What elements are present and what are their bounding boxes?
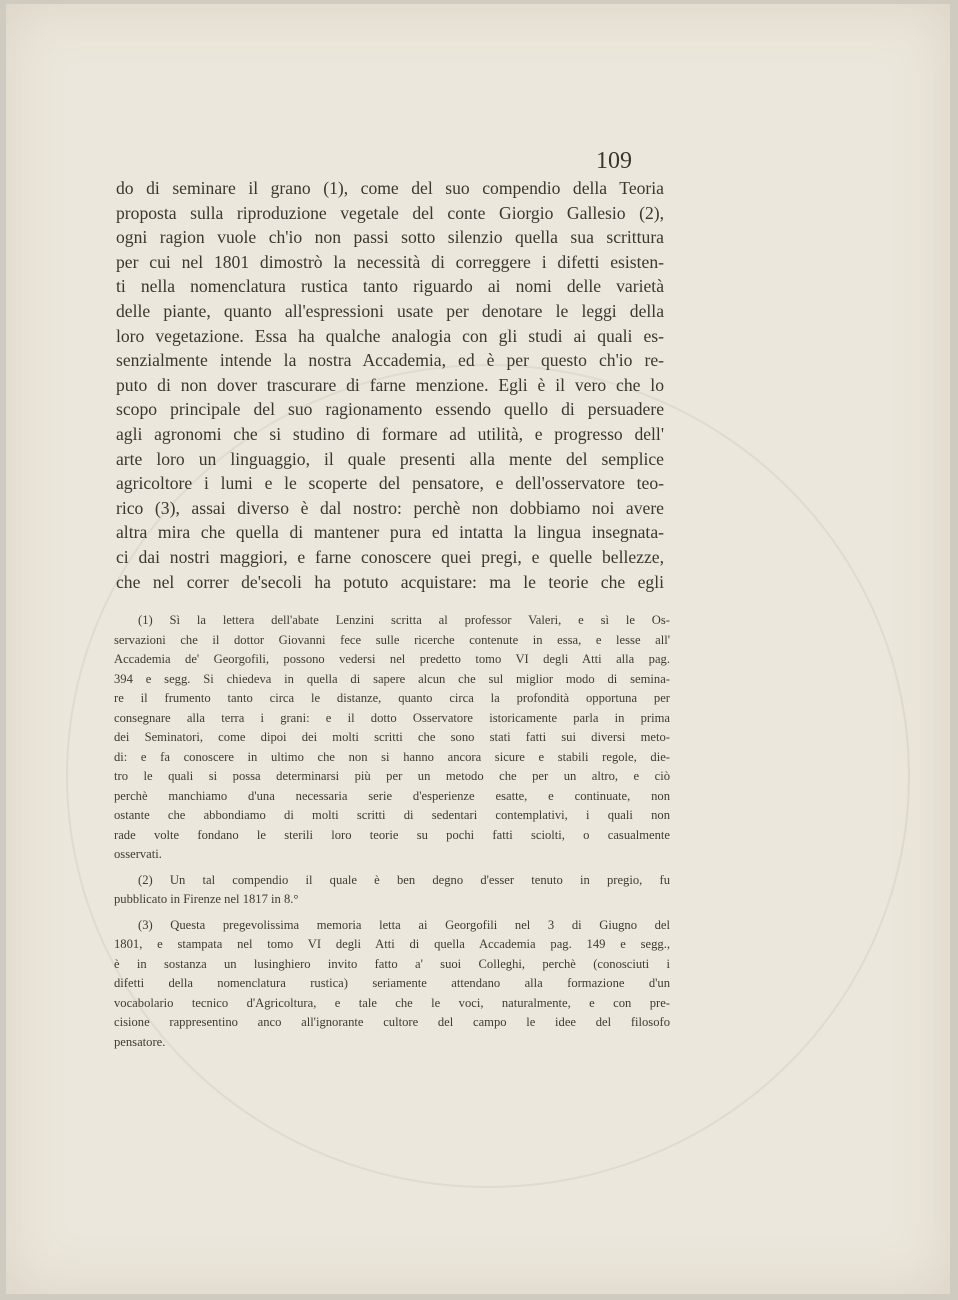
body-line: per cui nel 1801 dimostrò la necessità di correggere i difetti esisten- [116,251,664,272]
footnote-line: 1801, e stampata nel tomo VI degli Atti di quella Accademia pag. 149 e segg., [114,937,670,951]
body-line: altra mira che quella di mantener pura ed intatta la lingua insegnata- [116,522,664,543]
footnote-line: di: e fa conoscere in ultimo che non si hanno ancora sicure e stabili regole, die- [114,749,670,764]
footnote-line: perchè manchiamo d'una necessaria serie d'esperienze esatte, e continuate, non [114,788,670,803]
footnote-line: (2) Un tal compendio il quale è ben degno d'esser tenuto in pregio, fu [138,872,670,887]
body-line: arte loro un linguaggio, il quale presenti alla mente del semplice [116,448,664,469]
footnote-line: tro le quali si possa determinarsi più per un metodo che per un altro, e ciò [114,769,670,783]
body-line: ti nella nomenclatura rustica tanto riguardo ai nomi delle varietà [116,276,664,297]
footnote-1 [114,611,670,865]
footnote-line: è in sostanza un lusinghiero invito fatto a' suoi Colleghi, perchè (conosciuti i [114,956,670,971]
footnotes [114,611,670,1052]
footnote-line: vocabolario tecnico d'Agricoltura, e tale che le voci, naturalmente, e con pre- [114,995,670,1010]
footnote-line: re il frumento tanto circa le distanze, quanto circa la profondità opportuna per [114,691,670,705]
footnote-line: pubblicato in Firenze nel 1817 in 8.° [114,892,299,906]
footnote-line: (3) Questa pregevolissima memoria letta ai Georgofili nel 3 di Giugno del [138,917,670,932]
body-line: proposta sulla riproduzione vegetale del conte Giorgio Gallesio (2), [116,202,664,223]
body-line: senzialmente intende la nostra Accademia, ed è per questo ch'io re- [116,350,664,371]
footnote-3 [114,916,670,1053]
scanned-page [6,4,950,1294]
footnote-line: 394 e segg. Si chiedeva in quella di sapere alcun che sul miglior modo di semina- [114,671,670,686]
footnote-line: difetti della nomenclatura rustica) seriamente attendano alla formazione d'un [114,976,670,990]
footnote-line: consegnare alla terra i grani: e il dotto Osservatore istoricamente parla in prima [114,710,670,725]
footnote-line: rade volte fondano le sterili loro teorie su pochi fatti sciolti, o casualmente [114,827,670,842]
body-line: scopo principale del suo ragionamento essendo quello di persuadere [116,399,664,420]
body-line: agricoltore i lumi e le scoperte del pensatore, e dell'osservatore teo- [116,473,664,494]
body-text [116,176,664,594]
footnote-line: ostante che abbondiamo di molti scritti di sedentari contemplativi, i quali non [114,808,670,822]
footnote-line: Accademia de' Georgofili, possono vedersi nel predetto tomo VI degli Atti alla pag. [114,652,670,666]
body-line: che nel correr de'secoli ha potuto acquistare: ma le teorie che egli [116,571,664,592]
body-line: loro vegetazione. Essa ha qualche analogia con gli studi ai quali es- [116,325,664,346]
footnote-line: cisione rappresentino anco all'ignorante cultore del campo le idee del filosofo [114,1015,670,1029]
body-line: ogni ragion vuole ch'io non passi sotto silenzio quella sua scrittura [116,227,664,248]
footnote-line: osservati. [114,847,162,861]
body-line: agli agronomi che si studino di formare ad utilità, e progresso dell' [116,423,664,444]
body-line: do di seminare il grano (1), come del suo compendio della Teoria [116,178,664,198]
body-line: puto di non dover trascurare di farne menzione. Egli è il vero che lo [116,374,664,395]
page-number: 109 [596,148,632,174]
footnote-line: (1) Sì la lettera dell'abate Lenzini scritta al professor Valeri, e sì le Os- [138,613,670,627]
body-line: delle piante, quanto all'espressioni usate per denotare le leggi della [116,300,664,321]
body-line: rico (3), assai diverso è dal nostro: perchè non dobbiamo noi avere [116,497,664,518]
footnote-line: dei Seminatori, come dipoi dei molti scritti che sono stati fatti sui diversi meto- [114,730,670,744]
footnote-2 [114,871,670,910]
body-line: ci dai nostri maggiori, e farne conoscere quei pregi, e quelle bellezze, [116,546,664,567]
footnote-line: servazioni che il dottor Giovanni fece sulle ricerche contenute in essa, e lesse all' [114,632,670,647]
footnote-line: pensatore. [114,1034,166,1049]
